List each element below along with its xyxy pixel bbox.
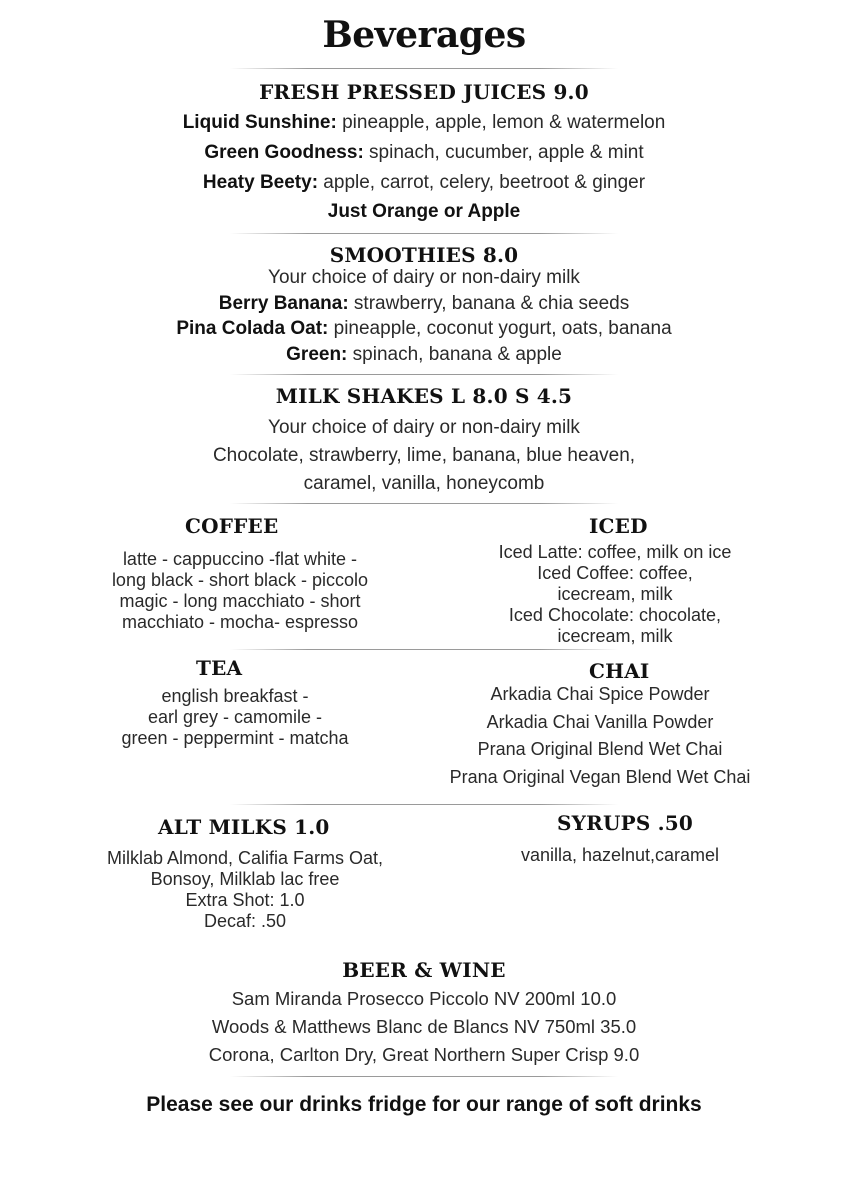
juice-item bbox=[0, 108, 848, 138]
iced-list bbox=[465, 542, 765, 647]
syrups-list bbox=[470, 845, 770, 866]
milkshakes-heading: MILK SHAKES L 8.0 S 4.5 bbox=[275, 384, 573, 408]
altmilks-line: Decaf: .50 bbox=[203, 911, 287, 931]
divider bbox=[230, 503, 618, 504]
divider bbox=[230, 233, 618, 234]
juice-desc: pineapple, apple, lemon & watermelon bbox=[336, 112, 666, 133]
divider bbox=[230, 804, 618, 805]
tea-line: green - peppermint - matcha bbox=[121, 728, 349, 748]
coffee-line: latte - cappuccino -flat white - bbox=[122, 549, 358, 569]
smoothie-desc: pineapple, coconut yogurt, oats, banana bbox=[328, 318, 672, 339]
iced-heading: ICED bbox=[589, 514, 648, 538]
tea-list bbox=[85, 686, 385, 749]
altmilks-line: Extra Shot: 1.0 bbox=[185, 890, 305, 910]
beerwine-line: Sam Miranda Prosecco Piccolo NV 200ml 10.0 bbox=[231, 988, 617, 1009]
juice-item bbox=[0, 168, 848, 198]
iced-line: Iced Latte: coffee, milk on ice bbox=[498, 542, 732, 562]
tea-line: english breakfast - bbox=[161, 686, 309, 706]
altmilks-list bbox=[80, 848, 410, 932]
juice-name: Heaty Beety: bbox=[202, 172, 319, 193]
beerwine-line: Corona, Carlton Dry, Great Northern Super Crisp 9.0 bbox=[208, 1044, 640, 1065]
chai-line: Arkadia Chai Vanilla Powder bbox=[486, 711, 714, 732]
iced-line: Iced Chocolate: chocolate, bbox=[508, 605, 722, 625]
coffee-line: long black - short black - piccolo bbox=[111, 570, 369, 590]
page-title: Beverages bbox=[322, 14, 526, 56]
milkshakes-line: Chocolate, strawberry, lime, banana, blue heaven, bbox=[212, 445, 636, 466]
smoothie-desc: spinach, banana & apple bbox=[347, 344, 562, 365]
coffee-heading: COFFEE bbox=[185, 514, 279, 538]
syrups-line: vanilla, hazelnut,caramel bbox=[520, 845, 720, 865]
coffee-line: macchiato - mocha- espresso bbox=[121, 612, 359, 632]
milkshakes-line: caramel, vanilla, honeycomb bbox=[303, 473, 545, 494]
chai-line: Prana Original Blend Wet Chai bbox=[477, 739, 723, 759]
divider bbox=[230, 374, 618, 375]
juice-item bbox=[0, 197, 848, 227]
soft-drinks-note: Please see our drinks fridge for our range of soft drinks bbox=[146, 1093, 702, 1116]
iced-line: icecream, milk bbox=[557, 626, 673, 646]
iced-line: icecream, milk bbox=[557, 584, 673, 604]
beerwine-heading: BEER & WINE bbox=[342, 958, 506, 982]
tea-line: earl grey - camomile - bbox=[147, 707, 323, 727]
tea-heading: TEA bbox=[196, 656, 243, 680]
altmilks-heading: ALT MILKS 1.0 bbox=[158, 815, 330, 839]
smoothies-note: Your choice of dairy or non-dairy milk bbox=[268, 267, 580, 288]
juice-desc: spinach, cucumber, apple & mint bbox=[363, 142, 644, 163]
chai-list bbox=[420, 681, 780, 791]
beerwine-line: Woods & Matthews Blanc de Blancs NV 750ml 35.0 bbox=[211, 1016, 637, 1037]
milkshakes-line: Your choice of dairy or non-dairy milk bbox=[268, 417, 580, 438]
divider bbox=[230, 1076, 618, 1077]
smoothie-desc: strawberry, banana & chia seeds bbox=[348, 293, 630, 314]
juice-name: Liquid Sunshine: bbox=[182, 112, 337, 133]
juice-name: Just Orange or Apple bbox=[327, 201, 521, 222]
juice-name: Green Goodness: bbox=[204, 142, 364, 163]
smoothie-name: Berry Banana: bbox=[218, 293, 349, 314]
smoothie-name: Green: bbox=[286, 344, 348, 365]
chai-line: Prana Original Vegan Blend Wet Chai bbox=[449, 766, 751, 787]
syrups-heading: SYRUPS .50 bbox=[557, 811, 694, 835]
juice-desc: apple, carrot, celery, beetroot & ginger bbox=[318, 172, 646, 193]
divider bbox=[230, 649, 618, 650]
altmilks-line: Bonsoy, Milklab lac free bbox=[150, 869, 340, 889]
coffee-line: magic - long macchiato - short bbox=[119, 591, 361, 611]
altmilks-line: Milklab Almond, Califia Farms Oat, bbox=[106, 848, 384, 868]
juice-item bbox=[0, 138, 848, 168]
divider bbox=[230, 68, 618, 69]
smoothie-name: Pina Colada Oat: bbox=[176, 318, 329, 339]
smoothies-heading: SMOOTHIES 8.0 bbox=[329, 243, 519, 267]
chai-heading: CHAI bbox=[589, 659, 650, 683]
juices-heading: FRESH PRESSED JUICES 9.0 bbox=[259, 80, 589, 104]
coffee-list bbox=[80, 549, 400, 633]
smoothie-item bbox=[0, 340, 848, 370]
chai-line: Arkadia Chai Spice Powder bbox=[490, 684, 710, 704]
iced-line: Iced Coffee: coffee, bbox=[537, 563, 693, 583]
